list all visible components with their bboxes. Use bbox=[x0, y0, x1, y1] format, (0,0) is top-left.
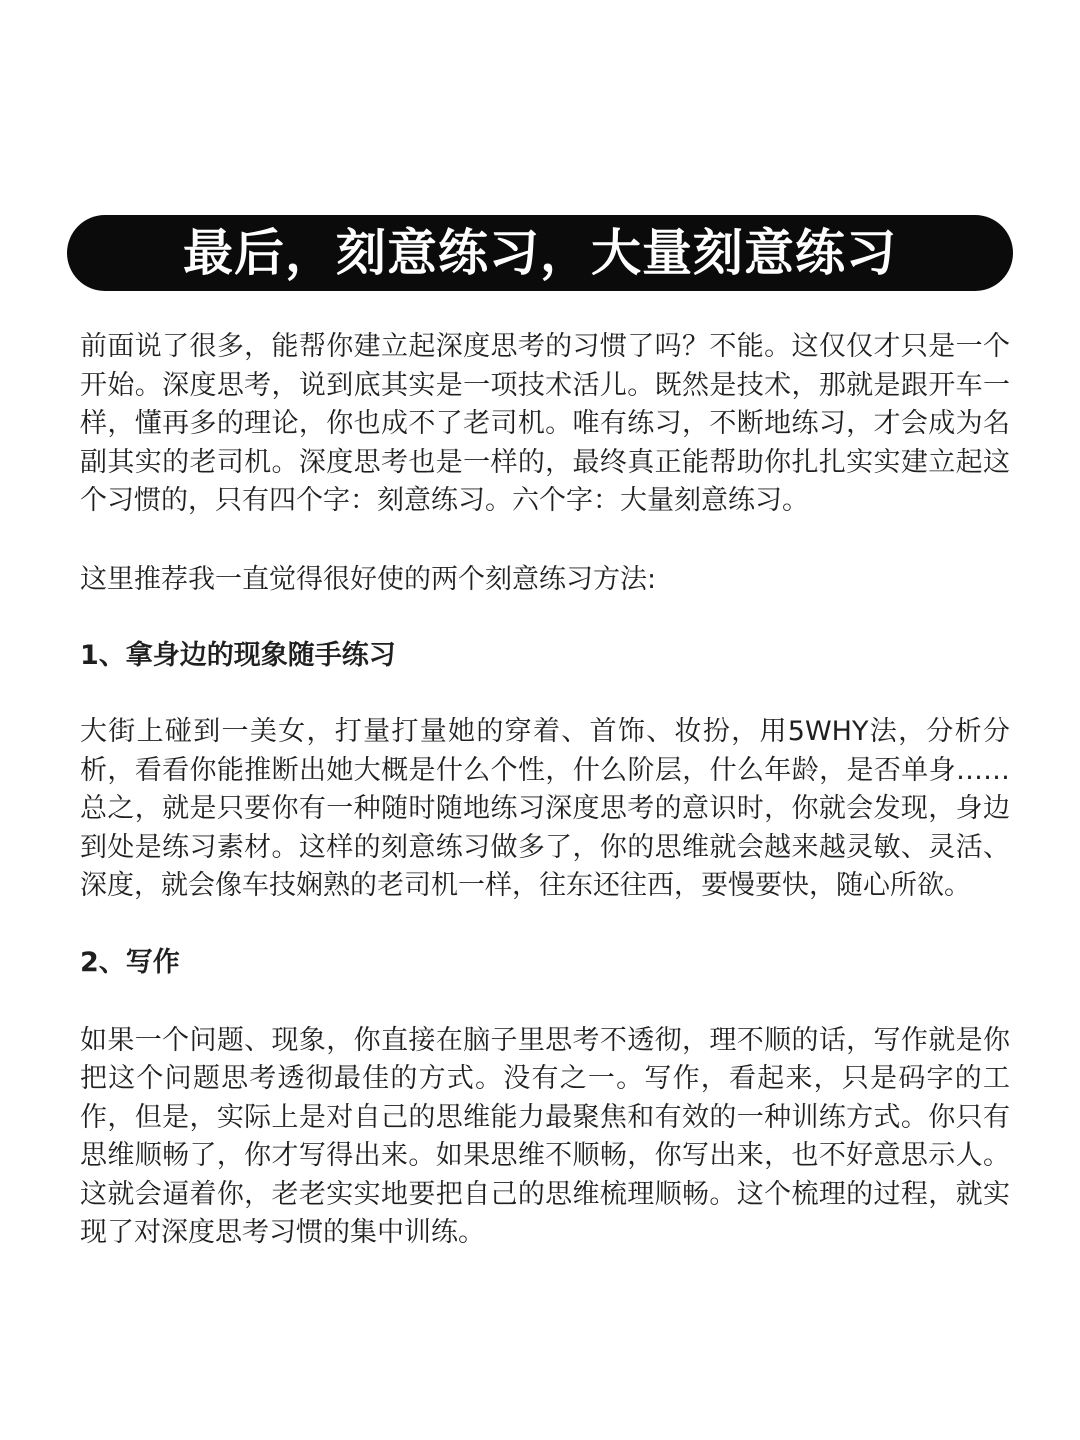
method-1-body: 大街上碰到一美女，打量打量她的穿着、首饰、妆扮，用5WHY法，分析分析，看看你能推断出她大概是什么个性，什么阶层，什么年龄，是否单身……总之，就是只要你有一种随时随地练习深度思考的意识时，你就会发现，身边到处是练习素材。这样的刻意练习做多了，你的思维就会越来越灵敏、灵活、深度，就会像车技娴熟的老司机一样，往东还往西，要慢要快，随心所欲。 bbox=[80, 716, 1010, 901]
title-banner bbox=[67, 215, 1013, 291]
page-title: 最后，刻意练习，大量刻意练习 bbox=[183, 224, 897, 282]
method-1-heading: 1、拿身边的现象随手练习 bbox=[80, 640, 396, 671]
article-content bbox=[80, 328, 1010, 1253]
intro-paragraph: 前面说了很多，能帮你建立起深度思考的习惯了吗？不能。这仅仅才只是一个开始。深度思考，说到底其实是一项技术活儿。既然是技术，那就是跟开车一样，懂再多的理论，你也成不了老司机。唯有练习，不断地练习，才会成为名副其实的老司机。深度思考也是一样的，最终真正能帮助你扎扎实实建立起这个习惯的，只有四个字：刻意练习。六个字：大量刻意练习。 bbox=[80, 331, 1010, 516]
method-2-heading: 2、写作 bbox=[80, 946, 180, 978]
method-2-body: 如果一个问题、现象，你直接在脑子里思考不透彻，理不顺的话，写作就是你把这个问题思考透彻最佳的方式。没有之一。写作，看起来，只是码字的工作，但是，实际上是对自己的思维能力最聚焦和有效的一种训练方式。你只有思维顺畅了，你才写得出来。如果思维不顺畅，你写出来，也不好意思示人。这就会逼着你，老老实实地要把自己的思维梳理顺畅。这个梳理的过程，就实现了对深度思考习惯的集中训练。 bbox=[80, 1024, 1010, 1248]
recommend-paragraph: 这里推荐我一直觉得很好使的两个刻意练习方法: bbox=[80, 563, 657, 595]
